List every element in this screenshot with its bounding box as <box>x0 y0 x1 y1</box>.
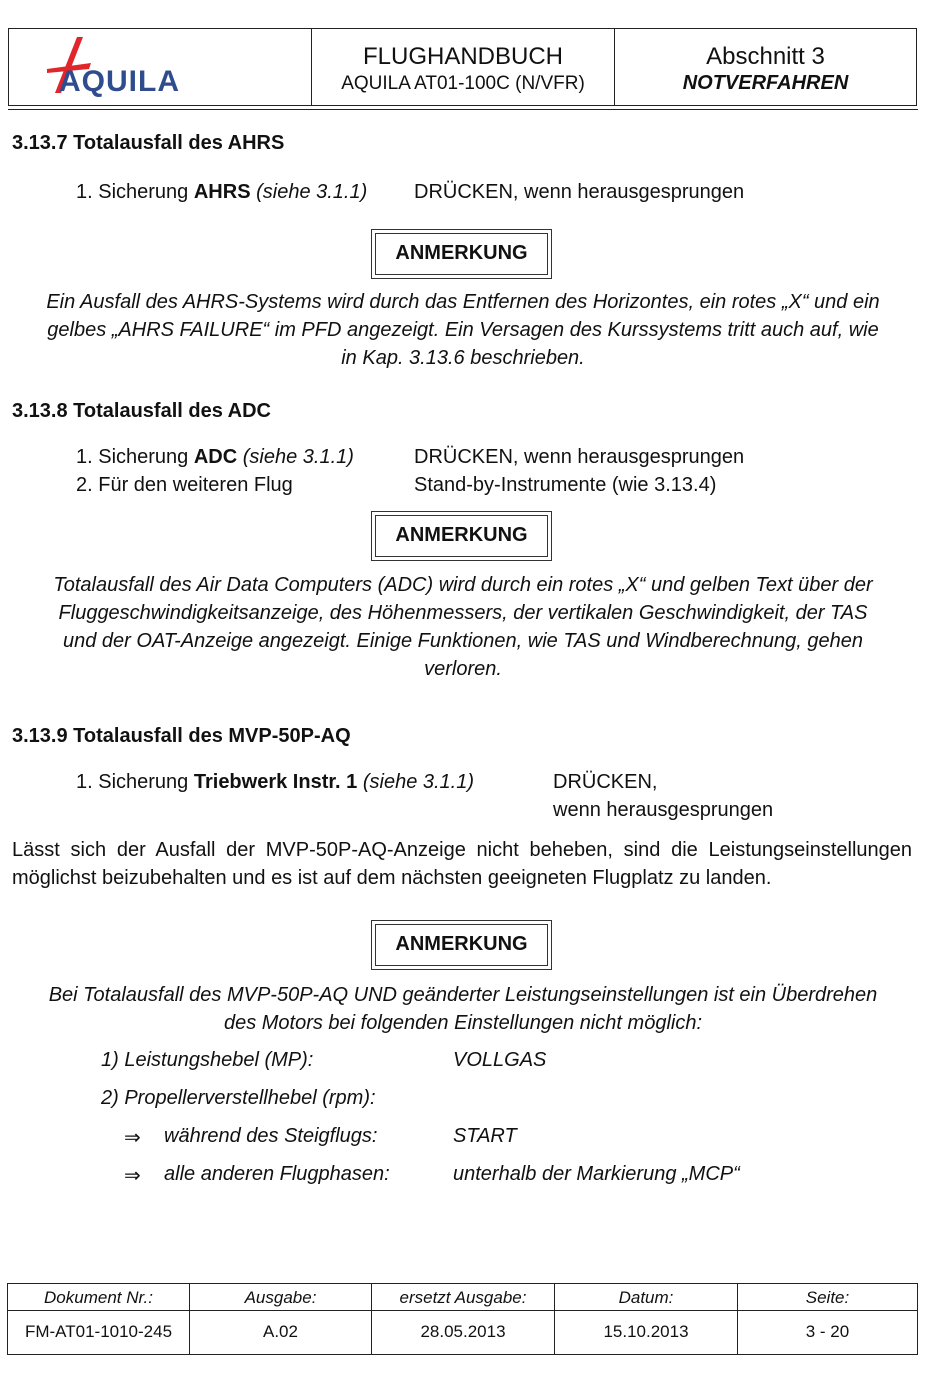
note-box-mvp <box>371 920 552 970</box>
step-reference: (siehe 3.1.1) <box>237 446 354 468</box>
manual-title-cell <box>311 29 614 105</box>
section-cell <box>614 29 916 105</box>
note-line: Bei Totalausfall des MVP-50P-AQ UND geänderter Leistungseinstellungen ist ein Überdrehen <box>48 984 878 1006</box>
note-line: gelbes „AHRS FAILURE“ im PFD angezeigt. Ein Versagen des Kurssystems tritt auch auf, wie <box>47 319 879 341</box>
step-ahrs-fuse <box>76 181 367 204</box>
step-adc-fuse <box>76 446 354 469</box>
footer-page: 3 - 20 <box>805 1322 850 1341</box>
step-adc-action: DRÜCKEN, wenn herausgesprungen <box>414 446 745 468</box>
footer-header-cell <box>554 1284 737 1310</box>
note-box-adc <box>371 511 552 561</box>
step-number: 1. Sicherung <box>76 446 194 468</box>
footer-replaces: 28.05.2013 <box>420 1322 506 1341</box>
note-line: verloren. <box>424 658 502 680</box>
setting-climb-label: während des Steigflugs: <box>164 1125 378 1147</box>
step-fuse-name: AHRS <box>193 181 251 203</box>
footer-header-row <box>8 1284 917 1311</box>
footer-header-doc-nr: Dokument Nr.: <box>44 1288 153 1307</box>
note-line: des Motors bei folgenden Einstellungen nicht möglich: <box>223 1012 703 1034</box>
step-fuse-name: ADC <box>193 446 238 468</box>
setting-propeller-label: 2) Propellerverstellhebel (rpm): <box>101 1087 376 1109</box>
document-footer <box>7 1283 918 1355</box>
step-reference: (siehe 3.1.1) <box>250 181 368 203</box>
footer-value-row <box>8 1311 917 1354</box>
setting-other-phases-value: unterhalb der Markierung „MCP“ <box>453 1163 740 1185</box>
footer-date: 15.10.2013 <box>603 1322 689 1341</box>
footer-header-date: Datum: <box>618 1288 674 1307</box>
note-line: Totalausfall des Air Data Computers (ADC) wird durch ein rotes „X“ und gelben Text über der <box>53 574 873 596</box>
logo-cell <box>9 29 311 105</box>
step-mvp-fuse <box>76 771 474 794</box>
footer-header-cell <box>8 1284 189 1310</box>
note-text-mvp <box>14 981 912 1037</box>
footer-header-cell <box>189 1284 371 1310</box>
note-label: ANMERKUNG <box>395 242 528 264</box>
step-number: 1. Sicherung <box>76 771 194 793</box>
footer-doc-nr: FM-AT01-1010-245 <box>24 1322 173 1341</box>
footer-value-cell <box>8 1311 189 1354</box>
setting-power-lever-label: 1) Leistungshebel (MP): <box>101 1049 314 1071</box>
note-line: Fluggeschwindigkeitsanzeige, des Höhenmessers, der vertikalen Geschwindigkeit, der TAS <box>58 602 868 624</box>
footer-value-cell <box>189 1311 371 1354</box>
manual-title: FLUGHANDBUCH <box>362 43 563 70</box>
footer-value-cell <box>737 1311 917 1354</box>
heading-ahrs: 3.13.7 Totalausfall des AHRS <box>12 132 285 154</box>
note-text-ahrs <box>14 288 912 372</box>
note-label: ANMERKUNG <box>395 524 528 546</box>
heading-adc: 3.13.8 Totalausfall des ADC <box>12 400 271 422</box>
step-mvp-action: DRÜCKEN, <box>553 771 658 793</box>
aquila-logo <box>39 33 199 103</box>
footer-edition: A.02 <box>263 1322 298 1341</box>
step-fuse-name: Triebwerk Instr. 1 <box>193 771 358 793</box>
setting-climb-value: START <box>453 1125 517 1147</box>
setting-other-phases-label: alle anderen Flugphasen: <box>164 1163 390 1185</box>
footer-header-edition: Ausgabe: <box>244 1288 317 1307</box>
step-ahrs-action: DRÜCKEN, wenn herausgesprungen <box>414 181 745 203</box>
logo-text: AQUILA <box>59 65 180 98</box>
step-number: 1. Sicherung <box>76 181 194 203</box>
setting-power-lever-value: VOLLGAS <box>453 1049 547 1071</box>
section-name: NOTVERFAHREN <box>682 72 849 94</box>
footer-value-cell <box>554 1311 737 1354</box>
note-text-adc <box>14 571 912 683</box>
page-header <box>8 28 917 106</box>
note-line: Ein Ausfall des AHRS-Systems wird durch das Entfernen des Horizontes, ein rotes „X“ und ein <box>46 291 880 313</box>
step-standby-action: Stand-by-Instrumente (wie 3.13.4) <box>414 474 717 496</box>
note-line: und der OAT-Anzeige angezeigt. Einige Funktionen, wie TAS und Windberechnung, gehen <box>63 630 863 652</box>
footer-header-page: Seite: <box>805 1288 850 1307</box>
mvp-paragraph: Lässt sich der Ausfall der MVP-50P-AQ-Anzeige nicht beheben, sind die Leistungseinstellungen möglichst beizubehalten und es ist auf dem nächsten geeigneten Flugplatz zu landen. <box>12 839 912 889</box>
footer-header-cell <box>371 1284 554 1310</box>
section-number: Abschnitt 3 <box>706 43 825 70</box>
note-line: in Kap. 3.13.6 beschrieben. <box>341 347 585 369</box>
footer-value-cell <box>371 1311 554 1354</box>
heading-mvp: 3.13.9 Totalausfall des MVP-50P-AQ <box>12 725 351 747</box>
step-further-flight: 2. Für den weiteren Flug <box>76 474 293 496</box>
aircraft-model: AQUILA AT01-100C (N/VFR) <box>341 73 585 94</box>
footer-header-cell <box>737 1284 917 1310</box>
note-box-ahrs <box>371 229 552 279</box>
footer-header-replaces: ersetzt Ausgabe: <box>399 1288 527 1307</box>
arrow-icon: ⇒ <box>124 1127 141 1149</box>
arrow-icon: ⇒ <box>124 1165 141 1187</box>
note-label: ANMERKUNG <box>395 933 528 955</box>
step-reference: (siehe 3.1.1) <box>357 771 475 793</box>
step-mvp-action-cont: wenn herausgesprungen <box>553 799 774 821</box>
